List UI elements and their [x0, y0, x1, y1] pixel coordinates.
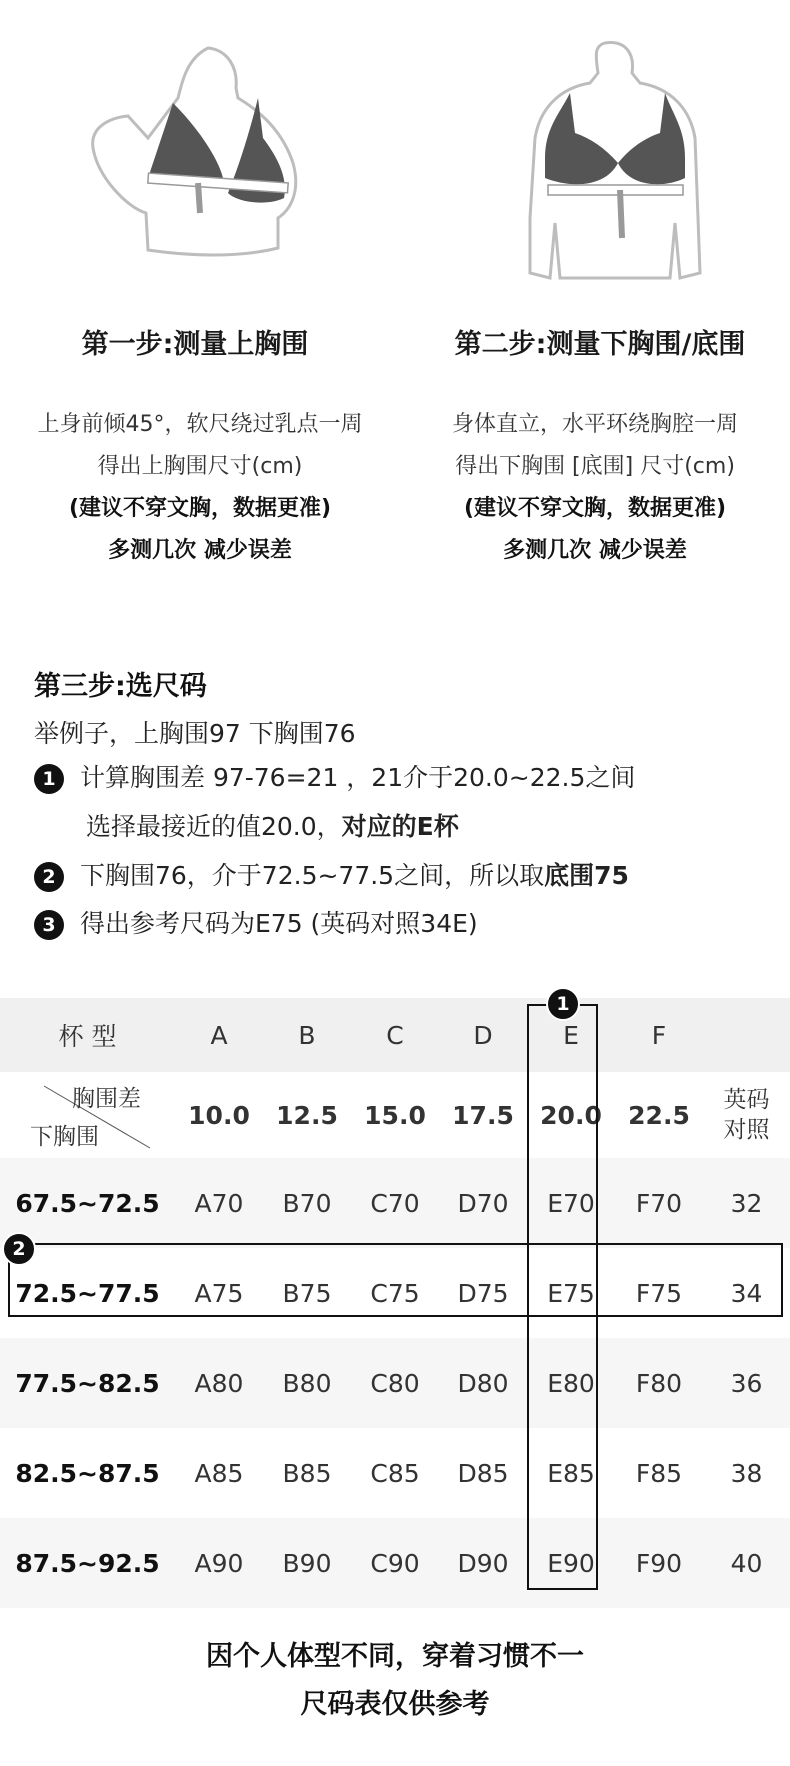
table-row	[0, 1338, 790, 1428]
uk-cell: 36	[703, 1338, 790, 1428]
cup-b: B	[263, 998, 351, 1072]
size-cell: C80	[351, 1338, 439, 1428]
size-cell: B75	[282, 1278, 332, 1308]
uk-cell: 40	[703, 1518, 790, 1608]
size-cell: E85	[547, 1458, 595, 1488]
cup-f: F	[615, 998, 703, 1072]
step1-line2: 得出上胸围尺寸(cm)	[97, 454, 303, 479]
uk-cell: 34	[730, 1278, 763, 1308]
size-cell: B85	[282, 1458, 332, 1488]
diag-header-cell	[0, 1072, 175, 1158]
under-label: 下胸围	[30, 1124, 99, 1150]
row-badge: 2	[2, 1232, 36, 1266]
size-cell: C90	[351, 1518, 439, 1608]
number-badge-2: 2	[34, 862, 64, 892]
range-cell: 67.5~72.5	[0, 1158, 175, 1248]
size-cell: F90	[615, 1518, 703, 1608]
diff-e: 20.0	[527, 1072, 615, 1158]
row-75-highlight	[8, 1243, 783, 1317]
front-measure-illustration	[500, 38, 740, 288]
size-cell: E90	[527, 1518, 615, 1608]
diff-header-row	[0, 1072, 790, 1158]
diff-c: 15.0	[351, 1072, 439, 1158]
range-cell: 82.5~87.5	[15, 1458, 160, 1488]
size-cell: A90	[175, 1518, 263, 1608]
diff-a: 10.0	[175, 1072, 263, 1158]
step2-line2: 得出下胸围 [底围] 尺寸(cm)	[455, 454, 735, 479]
uk-label-2: 对照	[723, 1117, 770, 1143]
number-badge-3: 3	[34, 910, 64, 940]
step3-item-1b-bold: 对应的E杯	[341, 812, 459, 841]
size-cell: F75	[635, 1278, 683, 1308]
uk-cell: 38	[730, 1458, 763, 1488]
diff-d: 17.5	[439, 1072, 527, 1158]
table-row	[0, 1428, 790, 1518]
step3-item-3-text: 得出参考尺码为E75 (英码对照34E)	[80, 909, 478, 938]
table-row	[0, 1518, 790, 1608]
step3-item-2	[34, 856, 629, 892]
column-badge: 1	[546, 987, 580, 1021]
diff-f: 22.5	[615, 1072, 703, 1158]
step3-item-1-text: 计算胸围差 97-76=21 ，21介于20.0~22.5之间	[80, 763, 636, 792]
range-cell: 77.5~82.5	[0, 1338, 175, 1428]
cup-c: C	[351, 998, 439, 1072]
footer-line2: 尺码表仅供参考	[300, 1689, 490, 1720]
number-badge-1: 1	[34, 764, 64, 794]
step2-line3: (建议不穿文胸，数据更准)	[463, 496, 727, 521]
step1-line1: 上身前倾45°，软尺绕过乳点一周	[37, 412, 363, 437]
size-cell: A80	[175, 1338, 263, 1428]
step3-item-1b	[86, 807, 459, 843]
table-row	[0, 1158, 790, 1248]
step2-description	[405, 404, 785, 572]
cup-label: 杯 型	[0, 998, 175, 1072]
size-cell: E75	[547, 1278, 595, 1308]
step2-line1: 身体直立，水平环绕胸腔一周	[451, 412, 738, 437]
size-cell: C70	[351, 1158, 439, 1248]
size-cell: D70	[439, 1158, 527, 1248]
cup-d: D	[439, 998, 527, 1072]
step2-line4: 多测几次 减少误差	[503, 538, 687, 563]
step1-line3: (建议不穿文胸，数据更准)	[68, 496, 332, 521]
size-cell: A70	[175, 1158, 263, 1248]
step2-title: 第二步:测量下胸围/底围	[454, 329, 746, 360]
size-cell: C75	[370, 1278, 420, 1308]
size-cell: D90	[439, 1518, 527, 1608]
step1-line4: 多测几次 减少误差	[108, 538, 292, 563]
size-cell: C85	[370, 1458, 420, 1488]
uk-label-1: 英码	[723, 1087, 770, 1113]
range-cell: 72.5~77.5	[15, 1278, 160, 1308]
step3-item-1	[34, 758, 635, 794]
size-cell: A75	[194, 1278, 244, 1308]
step1-title: 第一步:测量上胸围	[81, 329, 309, 360]
step3-item-3	[34, 904, 478, 940]
uk-cell: 32	[703, 1158, 790, 1248]
range-cell: 87.5~92.5	[0, 1518, 175, 1608]
step1-description	[0, 404, 400, 572]
size-cell: D75	[457, 1278, 509, 1308]
footer-line1: 因个人体型不同，穿着习惯不一	[206, 1641, 584, 1672]
size-cell: D80	[439, 1338, 527, 1428]
side-measure-illustration	[88, 38, 328, 288]
step3-title: 第三步:选尺码	[34, 671, 207, 702]
uk-label	[703, 1072, 790, 1158]
size-cell: F80	[615, 1338, 703, 1428]
size-cell: A85	[194, 1458, 244, 1488]
size-cell: F85	[635, 1458, 683, 1488]
size-cell: B70	[263, 1158, 351, 1248]
size-cell: B90	[263, 1518, 351, 1608]
diff-label: 胸围差	[72, 1086, 141, 1112]
diff-b: 12.5	[263, 1072, 351, 1158]
size-cell: D85	[457, 1458, 509, 1488]
size-cell: B80	[263, 1338, 351, 1428]
cup-e: E	[527, 998, 615, 1072]
step3-example: 举例子，上胸围97 下胸围76	[34, 719, 356, 748]
size-cell: E80	[527, 1338, 615, 1428]
size-cell: F70	[615, 1158, 703, 1248]
size-cell: E70	[527, 1158, 615, 1248]
step3-item-1b-text: 选择最接近的值20.0，	[86, 812, 342, 841]
step3-item-2-bold: 底围75	[544, 861, 629, 890]
cup-header-row	[0, 998, 790, 1072]
step3-item-2-text: 下胸围76，介于72.5~77.5之间，所以取	[80, 861, 545, 890]
cup-a: A	[175, 998, 263, 1072]
